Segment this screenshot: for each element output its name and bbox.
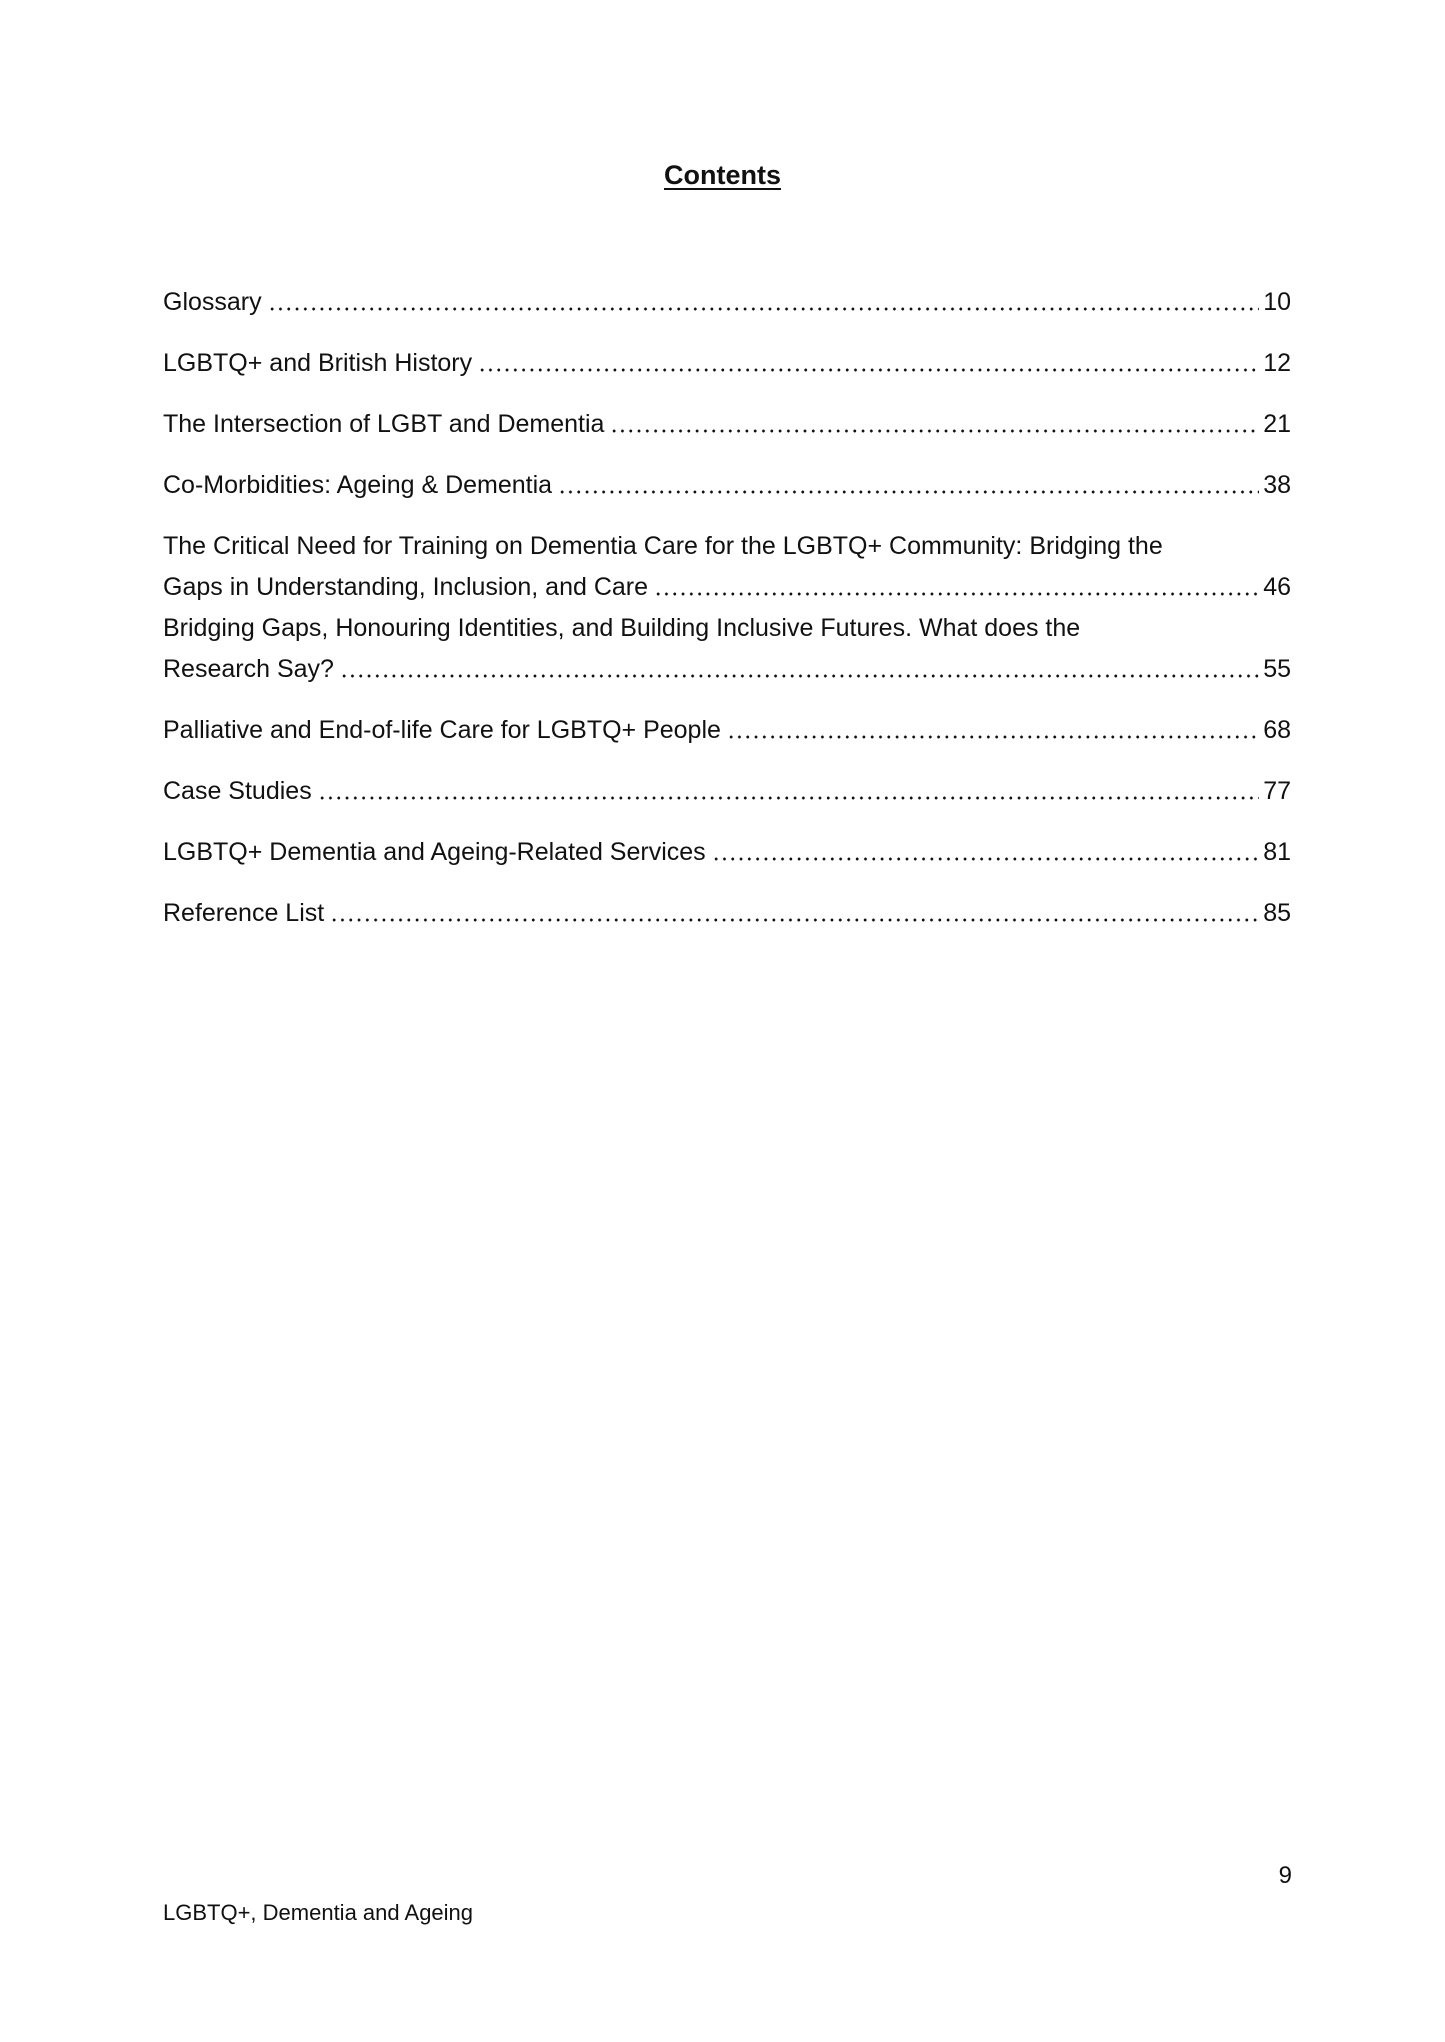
toc-entry-reference-list[interactable]	[163, 893, 1291, 934]
toc-entry-page: 77	[1263, 777, 1291, 805]
toc-entry-services[interactable]	[163, 832, 1291, 873]
toc-entry-page: 68	[1263, 716, 1291, 744]
dot-leader	[712, 837, 1260, 862]
footer-page-number: 9	[1278, 1862, 1292, 1889]
footer-document-title: LGBTQ+, Dementia and Ageing	[163, 1900, 474, 1925]
toc-entry-page: 85	[1263, 899, 1291, 927]
toc-entry-page: 81	[1263, 838, 1291, 866]
toc-entry-page: 46	[1263, 573, 1291, 601]
page-title: Contents	[664, 160, 781, 190]
toc-entry-bridging-gaps[interactable]	[163, 608, 1291, 690]
toc-entry-label: LGBTQ+ Dementia and Ageing-Related Services	[163, 838, 706, 866]
toc-entry-critical-need-training[interactable]	[163, 526, 1291, 608]
toc-entry-page: 12	[1263, 349, 1291, 377]
toc-entry-label: Reference List	[163, 899, 325, 927]
toc-entry-label-line2: Research Say?	[163, 655, 334, 683]
toc-entry-label: Glossary	[163, 288, 262, 316]
toc-entry-page: 55	[1263, 655, 1291, 683]
toc-entry-label: Palliative and End-of-life Care for LGBTQ+ People	[163, 716, 721, 744]
toc-entry-palliative-care[interactable]	[163, 710, 1291, 751]
toc-entry-label: LGBTQ+ and British History	[163, 349, 473, 377]
dot-leader	[318, 776, 1259, 801]
toc-entry-label-line1: Bridging Gaps, Honouring Identities, and Building Inclusive Futures. What does the	[163, 614, 1081, 642]
dot-leader	[610, 409, 1259, 434]
toc-entry-page: 38	[1263, 471, 1291, 499]
dot-leader	[727, 715, 1259, 740]
toc-entry-label: Co-Morbidities: Ageing & Dementia	[163, 471, 553, 499]
dot-leader	[654, 572, 1259, 597]
toc-entry-label-line2: Gaps in Understanding, Inclusion, and Care	[163, 573, 649, 601]
dot-leader	[330, 898, 1259, 923]
toc-entry-label: Case Studies	[163, 777, 312, 805]
dot-leader	[558, 470, 1259, 495]
toc-entry-glossary[interactable]	[163, 282, 1291, 323]
dot-leader	[268, 287, 1260, 312]
toc-entry-label: The Intersection of LGBT and Dementia	[163, 410, 605, 438]
toc-entry-co-morbidities[interactable]	[163, 465, 1291, 506]
toc-entry-intersection[interactable]	[163, 404, 1291, 445]
dot-leader	[478, 348, 1259, 373]
toc-entry-case-studies[interactable]	[163, 771, 1291, 812]
table-of-contents	[163, 282, 1291, 954]
toc-entry-page: 21	[1263, 410, 1291, 438]
toc-entry-british-history[interactable]	[163, 343, 1291, 384]
dot-leader	[340, 654, 1259, 679]
toc-entry-label-line1: The Critical Need for Training on Dementia Care for the LGBTQ+ Community: Bridging the	[163, 532, 1163, 560]
toc-entry-page: 10	[1263, 288, 1291, 316]
